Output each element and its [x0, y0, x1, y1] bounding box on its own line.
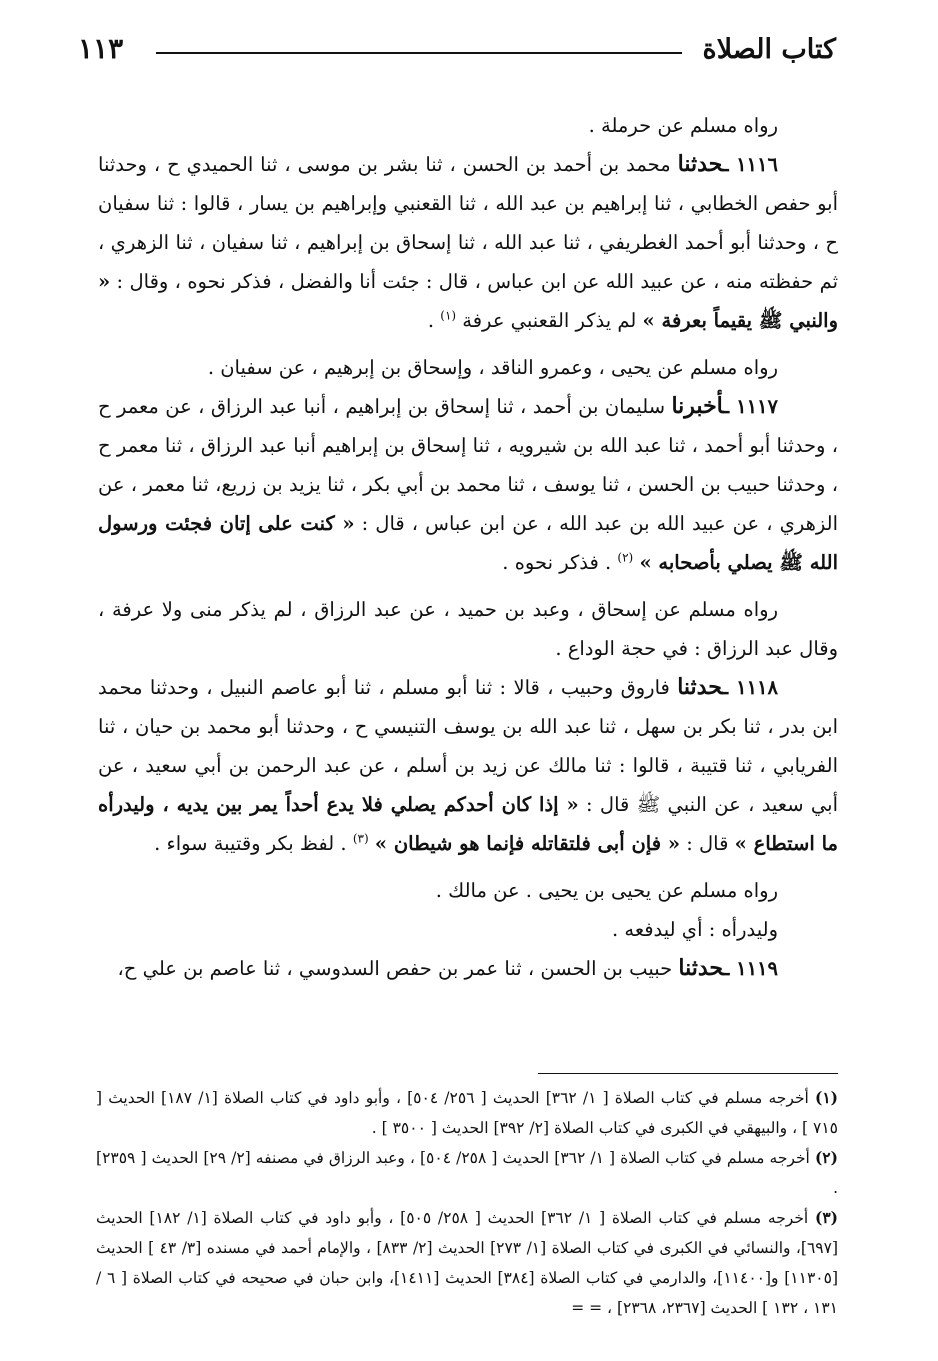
hadith-number: ١١١٧ ـ: [723, 395, 778, 418]
footnote-mark: (٣): [352, 831, 369, 846]
hadith-number: ١١١٩ ـ: [723, 957, 778, 980]
page-header: [78, 28, 836, 78]
mid-text: قال :: [680, 832, 735, 855]
tail-text: لم يذكر القعنبي عرفة: [462, 309, 643, 332]
footnote-3: [96, 1203, 838, 1323]
narration-note: رواه مسلم عن يحيى بن يحيى . عن مالك .: [435, 879, 778, 902]
spacer: [98, 582, 838, 590]
isnad-text: سليمان بن أحمد ، ثنا إسحاق بن إبراهيم ، أنبا عبد الرزاق ، عن معمر ح ، وحدثنا أبو أحمد ، ثنا عبد الله بن شيرويه ، ثنا إسحاق بن إبراهيم أنبا عبد الرزاق ، ثنا معمر ح ، وحدثنا حبيب بن الحسن ، ثنا يوسف ، ثنا محمد بن أبي بكر ، ثنا يزيد بن زريع، ثنا معمر ، عن الزهري ، عن عبيد الله بن عبد الله ، عن ابن عباس ، قال :: [98, 395, 838, 535]
isnad-text: محمد بن أحمد بن الحسن ، ثنا بشر بن موسى ، ثنا الحميدي ح ، وحدثنا أبو حفص الخطابي ، ثنا إبراهيم بن عبد الله ، ثنا القعنبي وإبراهيم بن يسار ، قالوا : ثنا سفيان ح ، وحدثنا أبو أحمد الغطريفي ، ثنا عبد الله ، ثنا إسحاق بن إبراهيم ، ثنا سفيان ، ثنا الزهري ، ثم حفظته منه ، عن عبيد الله عن ابن عباس ، قال : جئت أنا والفضل ، فذكر نحوه ، وقال :: [98, 153, 838, 293]
hadith-1116: [98, 145, 838, 340]
running-title: كتاب الصلاة: [702, 34, 836, 65]
footnote-text: أخرجه مسلم في كتاب الصلاة [ ١/ ٣٦٢] الحديث [ ٢٥٦/ ٥٠٤] ، وأبو داود في كتاب الصلاة [١/ ١٨٧] الحديث [ ٧١٥ ] ، والبيهقي في الكبرى في كتاب الصلاة [٢/ ٣٩٢] الحديث [ ٣٥٠٠ ] .: [96, 1089, 838, 1137]
end-text: . لفظ بكر وقتيبة سواء .: [154, 832, 353, 855]
footnotes: [96, 1083, 838, 1323]
spacer: [98, 340, 838, 348]
end-text: .: [427, 309, 441, 332]
hadith-1118: [98, 668, 838, 863]
gloss-note: وليدرأه : أي ليدفعه .: [611, 918, 778, 941]
footnote-mark: (٢): [617, 550, 634, 565]
hadith-number: ١١١٨ ـ: [722, 676, 778, 699]
isnad-text: فاروق وحبيب ، قالا : ثنا أبو مسلم ، ثنا أبو عاصم النبيل ، وحدثنا محمد ابن بدر ، ثنا بكر بن سهل ، ثنا عبد الله بن يوسف التنيسي ح ، وحدثنا أبو محمد بن حيان ، ثنا الفريابي ، ثنا قتيبة ، قالوا : ثنا مالك عن زيد بن أسلم ، عن عبد الرحمن بن أبي سعيد ، عن أبي سعيد ، عن النبي ﷺ قال :: [98, 676, 838, 816]
narration-keyword: حدثنا: [677, 151, 723, 177]
footnote-1: [96, 1083, 838, 1143]
footnote-2: [96, 1143, 838, 1203]
matn-quote: « والنبي ﷺ يقيماً بعرفة »: [98, 270, 838, 332]
footnote-separator: [538, 1073, 838, 1074]
matn-quote: « إذا كان أحدكم يصلي فلا يدع أحداً يمر بين يديه ، وليدرأه ما استطاع »: [98, 793, 838, 855]
hadith-number: ١١١٦ ـ: [722, 153, 778, 176]
narration-note: رواه مسلم عن حرملة .: [588, 114, 778, 137]
narration-keyword: أخبرنا: [671, 393, 724, 419]
hadith-1119: [98, 949, 838, 988]
matn-quote: « كنت على إتان فجئت ورسول الله ﷺ يصلي بأصحابه »: [98, 512, 838, 574]
footnote-text: أخرجه مسلم في كتاب الصلاة [ ١/ ٣٦٢] الحديث [ ٢٥٨/ ٥٠٥] ، وأبو داود في كتاب الصلاة [١/ ١٨٢] الحديث [٦٩٧]، والنسائي في الكبرى في كتاب الصلاة [١/ ٢٧٣] الحديث [٢/ ٨٣٣] ، والإمام أحمد في مسنده [٣/ ٤٣ ] الحديث [١١٣٠٥] و[١١٤٠٠]، والدارمي في كتاب الصلاة [٣٨٤] الحديث [١٤١١]، وابن حبان في صحيحه في كتاب الصلاة [ ٦ / ١٣١ ، ١٣٢ ] الحديث [٢٣٦٧، ٢٣٦٨] ، = =: [96, 1209, 839, 1317]
isnad-text: حبيب بن الحسن ، ثنا عمر بن حفص السدوسي ، ثنا عاصم بن علي ح،: [117, 957, 679, 980]
spacer: [98, 863, 838, 871]
footnote-mark: (١): [440, 308, 457, 323]
narration-note: رواه مسلم عن إسحاق ، وعبد بن حميد ، عن عبد الرزاق ، لم يذكر منى ولا عرفة ، وقال عبد الرزاق : في حجة الوداع .: [98, 598, 838, 660]
footnote-number: (٢): [814, 1148, 838, 1167]
narration-keyword: حدثنا: [678, 955, 724, 981]
narration-keyword: حدثنا: [677, 674, 723, 700]
narration-note: رواه مسلم عن يحيى ، وعمرو الناقد ، وإسحاق بن إبرهيم ، عن سفيان .: [207, 356, 778, 379]
footnote-number: (٣): [814, 1208, 838, 1227]
page-number: ١١٣: [78, 32, 124, 65]
end-text: . فذكر نحوه .: [502, 551, 618, 574]
matn-quote: « فإن أبى فلتقاتله فإنما هو شيطان »: [374, 832, 681, 855]
header-rule: [156, 52, 682, 54]
footnote-text: أخرجه مسلم في كتاب الصلاة [ ١/ ٣٦٢] الحديث [ ٢٥٨/ ٥٠٤] ، وعبد الرزاق في مصنفه [٢/ ٢٩] الحديث [ ٢٣٥٩] .: [96, 1149, 838, 1197]
main-text: [98, 106, 838, 988]
footnote-number: (١): [814, 1088, 838, 1107]
hadith-1117: [98, 387, 838, 582]
